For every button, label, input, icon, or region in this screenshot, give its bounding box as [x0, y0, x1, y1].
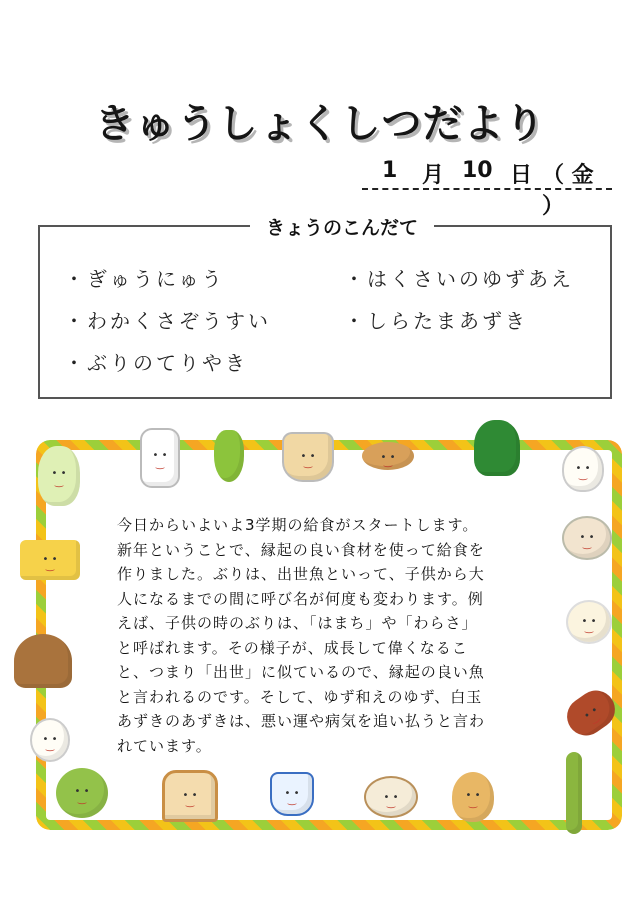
- yogurt-icon: [270, 772, 314, 816]
- mushroom-icon: [14, 634, 72, 688]
- menu-item: ・しらたまあずき: [344, 309, 528, 333]
- menu-item: ・はくさいのゆずあえ: [344, 267, 574, 291]
- egg-icon: [562, 446, 604, 492]
- clam-icon: [562, 516, 612, 560]
- story-text: 今日からいよいよ3学期の給食がスタートします。 新年ということで、縁起の良い食材を使って給食を 作りました。ぶりは、出世魚といって、子供から大 人になるまでの間に呼び名が何度も変わります。例 えば、子供の時のぶりは、「はまち」や「わらさ」 と呼ばれます。その様子が、成長して偉くなるこ と、つまり「出世」に似ているので、縁起の良い魚 と言われるのです。そして、ゆず和えのゆず、白玉 あずきのあずきは、悪い運や病気を追い払うと言わ れています。: [117, 516, 486, 755]
- egg-icon: [30, 718, 70, 762]
- rice-bowl-icon: [364, 776, 418, 818]
- date-day-label: 日: [510, 163, 533, 188]
- page-title: きゅうしょくしつだより: [94, 101, 546, 147]
- date-month-label: 月: [422, 163, 445, 188]
- natto-icon: [282, 432, 334, 482]
- menu-item: ・わかくさぞうすい: [64, 309, 271, 333]
- bread-roll-icon: [362, 442, 414, 470]
- cabbage-icon: [56, 768, 108, 818]
- menu-heading: きょうのこんだて: [250, 213, 434, 240]
- cheese-icon: [20, 540, 80, 580]
- milk-bottle-icon: [140, 428, 180, 488]
- cauliflower-icon: [566, 600, 612, 644]
- onion-icon: [452, 772, 494, 822]
- okra-icon: [214, 430, 244, 482]
- asparagus-icon: [566, 752, 582, 834]
- date-line: [362, 158, 612, 219]
- toast-icon: [162, 770, 218, 822]
- menu-item: ・ぎゅうにゅう: [64, 267, 225, 291]
- date-month: 1: [382, 158, 398, 183]
- napa-cabbage-icon: [38, 446, 80, 506]
- broccoli-icon: [474, 420, 520, 476]
- menu-box: [38, 217, 612, 399]
- menu-item: ・ぶりのてりやき: [64, 351, 248, 375]
- date-weekday: （ 金 ）: [542, 163, 594, 219]
- date-day: 10: [462, 158, 493, 183]
